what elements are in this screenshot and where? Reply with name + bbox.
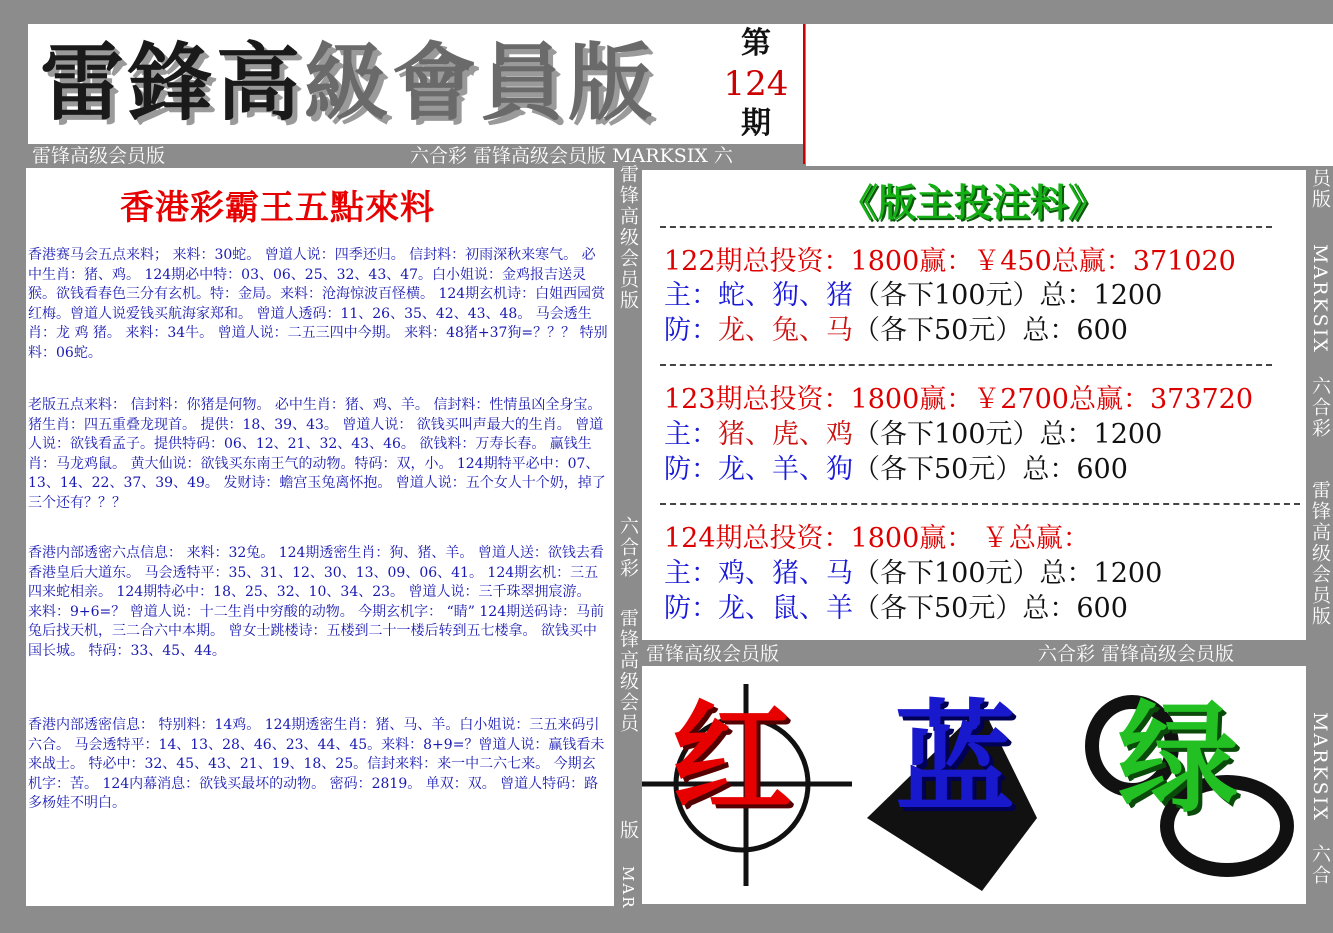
news-paragraph-1: 香港赛马会五点来料； 来料：30蛇。 曾道人说：四季还归。 信封料：初雨深秋来寒气。 必中生肖：猪、鸡。 124期必中特：03、06、25、32、43、47。白小姐说：金鸡报吉送灵猴。欲钱看春色三分有玄机。特：金局。来料：沧海惊波百怪横。 124期玄机诗：白姐西园赏红梅。曾道人说爱钱买航海家郑和。 曾道人透码：11、26、35、42、43、48。 马会透生肖：龙 鸡 猪。 来料：34牛。 曾道人说：二五三四中今期。 来料：48猪+37狗=？？？ 特别料：06蛇。	[28, 247, 608, 361]
strip-right-edge-6: 六合	[1309, 844, 1331, 886]
strip-right-bottom-left: 雷锋高级会员版	[646, 643, 780, 665]
divider	[660, 503, 1300, 505]
issue-prefix: 第	[741, 26, 771, 61]
issue-suffix: 期	[741, 106, 771, 141]
bet-amount: （各下50元）总：600	[853, 593, 1128, 624]
bet-123-head: 123期总投资：1800赢：￥2700总赢：373720	[664, 384, 1254, 415]
bet-amount: （各下50元）总：600	[853, 315, 1128, 346]
divider	[660, 226, 1272, 228]
bet-zodiacs: 龙、兔、马	[718, 315, 853, 346]
strip-right-edge-3: 六合彩	[1309, 376, 1331, 439]
bet-122-defense	[664, 314, 1128, 348]
header-divider	[803, 24, 805, 164]
strip-top-left: 雷锋高级会员版	[32, 145, 166, 167]
bet-label: 主：	[664, 419, 718, 450]
strip-vertical-mid-d: MAR	[619, 866, 637, 910]
issue-badge	[710, 24, 802, 152]
title-dark: 雷鋒高	[40, 33, 305, 132]
strip-right-edge-5: MARKSIX	[1309, 712, 1331, 822]
strip-top-mid: 六合彩 雷锋高级会员版 MARKSIX 六	[410, 145, 733, 167]
strip-right-bottom-right: 六合彩 雷锋高级会员版	[1038, 643, 1235, 665]
strip-right-edge-1: 员版	[1309, 168, 1331, 210]
news-paragraph-2: 老版五点来料： 信封料：你猪是何物。 必中生肖：猪、鸡、羊。 信封料：性情虽凶全身宝。猪生肖：四五重叠龙现首。 提供：18、39、43。 曾道人说： 欲钱买叫声最大的生肖。 曾道人说：欲钱看孟子。提供特码：06、12、21、32、43、46。 欲钱料：万寿长春。 赢钱生肖：马龙鸡鼠。 黄大仙说：欲钱买东南王气的动物。特码：双，小。 124期特平必中：07、13、14、22、37、39、49。 发财诗：蟾宫玉兔离怀抱。 曾道人说：五个女人十个奶，掉了三个还有？？？	[28, 397, 606, 511]
bet-zodiacs: 鸡、猪、马	[718, 558, 853, 589]
bet-zodiacs: 蛇、狗、猪	[718, 280, 853, 311]
masthead-title	[40, 28, 656, 138]
bet-label: 防：	[664, 593, 718, 624]
bet-amount: （各下50元）总：600	[853, 454, 1128, 485]
bet-label: 主：	[664, 558, 718, 589]
strip-vertical-mid-c: 版	[617, 820, 639, 841]
bet-amount: （各下100元）总：1200	[853, 419, 1163, 450]
bet-zodiacs: 猪、虎、鸡	[718, 419, 853, 450]
bet-zodiacs: 龙、羊、狗	[718, 454, 853, 485]
bet-zodiacs: 龙、鼠、羊	[718, 593, 853, 624]
bet-124-head: 124期总投资：1800赢： ￥总赢：	[664, 523, 1090, 554]
bet-122-main	[664, 279, 1162, 313]
bet-123-defense	[664, 453, 1128, 487]
logo-green-char: 绿	[1118, 688, 1238, 829]
strip-right-edge-2: MARKSIX	[1309, 244, 1331, 354]
bet-122-head: 122期总投资：1800赢：￥450总赢：371020	[664, 246, 1236, 277]
bet-label: 防：	[664, 315, 718, 346]
news-paragraph-4: 香港内部透密信息： 特别料：14鸡。 124期透密生肖：猪、马、羊。白小姐说：三五来码引六合。 马会透特平：14、13、28、46、23、44、45。来料：8+9=？曾道人说：赢钱看未来战士。 特必中：32、45、43、21、19、18、25。信封来料：来一中二六七来。 今期玄机字：苦。 124内幕消息：欲钱买最坏的动物。 密码：2819。 单双：双。 曾道人特码：路多杨娃不明白。	[28, 717, 605, 812]
header-right-panel	[806, 24, 1333, 166]
logo-red-char: 红	[672, 688, 792, 829]
bet-124-main	[664, 557, 1162, 591]
issue-number: 124	[723, 64, 789, 104]
strip-vertical-left: 雷锋高级会员版	[617, 164, 639, 311]
right-panel-title: 《版主投注料》	[840, 180, 1107, 225]
bet-123-main	[664, 418, 1162, 452]
bet-label: 主：	[664, 280, 718, 311]
bet-label: 防：	[664, 454, 718, 485]
left-panel-title: 香港彩霸王五點來料	[120, 188, 435, 228]
bet-amount: （各下100元）总：1200	[853, 280, 1163, 311]
strip-right-edge-4: 雷锋高级会员版	[1309, 480, 1331, 627]
divider	[660, 364, 1272, 366]
strip-vertical-mid-a: 六合彩	[617, 516, 639, 579]
strip-vertical-mid-b: 雷锋高级会员	[617, 608, 639, 734]
title-light: 級會員版	[304, 33, 657, 132]
bet-124-defense	[664, 592, 1128, 626]
news-paragraph-3: 香港内部透密六点信息： 来料：32兔。 124期透密生肖：狗、猪、羊。 曾道人送：欲钱去看香港皇后大道东。 马会透特平：35、31、12、30、13、09、06、41。 124期玄机：三五四来蛇相亲。 124期特必中：18、25、32、10、34、23。 曾道人说：三千珠翠拥宸游。 来料：9+6=？ 曾道人说：十二生肖中穷酸的动物。 今期玄机字： “睛” 124期送码诗：马前兔后找天机，三二合六中本期。 曾女士跳楼诗：五楼到二十一楼后转到五七楼拿。 欲钱买中国长城。 特码：33、45、44。	[28, 545, 605, 659]
bet-amount: （各下100元）总：1200	[853, 558, 1163, 589]
logo-blue-char: 蓝	[895, 688, 1015, 829]
